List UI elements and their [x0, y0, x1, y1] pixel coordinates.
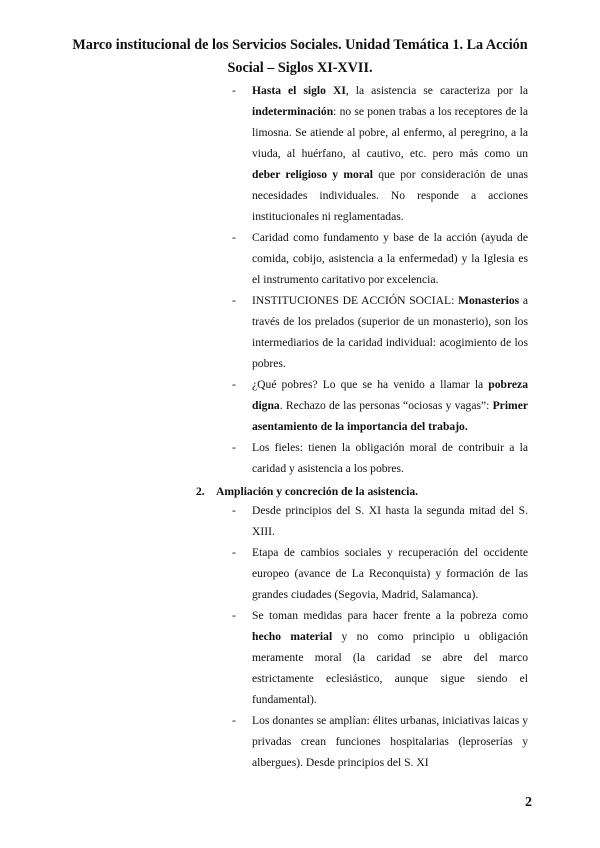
body-text: Desde principios del S. XI hasta la segunda mitad del S. XIII.	[252, 504, 528, 538]
header-line-2: Social – Siglos XI-XVII.	[227, 60, 373, 76]
list-item	[232, 374, 528, 437]
body-text: INSTITUCIONES DE ACCIÓN SOCIAL:	[252, 294, 458, 307]
bullet-dash: -	[232, 294, 236, 307]
bullet-dash: -	[232, 504, 236, 517]
body-text: a través de los prelados (superior de un monasterio), son los intermediarios de la caridad individual: acogimiento de los pobres.	[252, 294, 529, 370]
emphasis-text: indeterminación	[252, 105, 334, 118]
body-text: . Rechazo de las personas “ociosas y vagas”:	[279, 399, 493, 412]
bullet-dash: -	[232, 378, 236, 391]
emphasis-text: pobreza digna	[252, 378, 528, 412]
bullet-dash: -	[232, 231, 236, 244]
list-item	[232, 80, 528, 227]
list-item	[232, 227, 528, 290]
emphasis-text: hecho material	[252, 630, 333, 643]
emphasis-text: Monasterios	[458, 294, 520, 307]
emphasis-text: Primer asentamiento de la importancia del trabajo.	[252, 399, 528, 433]
list-item	[232, 290, 528, 374]
section-title: Ampliación y concreción de la asistencia.	[216, 485, 419, 498]
body-text: ¿Qué pobres? Lo que se ha venido a llamar la	[252, 378, 489, 391]
body-text: , la asistencia se caracteriza por la	[345, 84, 528, 97]
bullet-dash: -	[232, 84, 236, 97]
page-header	[60, 34, 540, 80]
bullet-list-2	[232, 500, 528, 773]
body-text: y no como principio u obligación meramente moral (la caridad se abre del marco estrictamente eclesiástico, aunque sigue siendo el fundamental).	[252, 630, 528, 706]
header-line-1: Marco institucional de los Servicios Sociales. Unidad Temática 1. La Acción	[72, 37, 528, 53]
bullet-list-1	[232, 80, 528, 479]
list-item	[232, 542, 528, 605]
bullet-dash: -	[232, 441, 236, 454]
list-item	[232, 437, 528, 479]
emphasis-text: deber religioso y moral	[252, 168, 373, 181]
page-number: 2	[525, 795, 532, 810]
body-text: Caridad como fundamento y base de la acción (ayuda de comida, cobijo, asistencia a la enfermedad) y la Iglesia es el instrumento caritativo por excelencia.	[252, 231, 528, 286]
body-text: que por consideración de unas necesidades individuales. No responde a acciones institucionales ni reglamentadas.	[252, 168, 528, 223]
section-heading	[196, 481, 536, 502]
list-item	[232, 500, 528, 542]
body-text: Se toman medidas para hacer frente a la pobreza como	[252, 609, 528, 622]
emphasis-text: Hasta el siglo XI	[252, 84, 346, 97]
body-text: : no se ponen trabas a los receptores de la limosna. Se atiende al pobre, al enfermo, al peregrino, a la viuda, al huérfano, al cautivo, etc. pero más como un	[252, 105, 528, 160]
list-item	[232, 605, 528, 710]
body-text: Etapa de cambios sociales y recuperación del occidente europeo (avance de La Reconquista) y formación de las grandes ciudades (Segovia, Madrid, Salamanca).	[252, 546, 528, 601]
bullet-dash: -	[232, 714, 236, 727]
bullet-dash: -	[232, 609, 236, 622]
bullet-dash: -	[232, 546, 236, 559]
body-text: Los donantes se amplían: élites urbanas, iniciativas laicas y privadas crean funciones hospitalarias (leproserías y albergues). Desde principios del S. XI	[252, 714, 528, 769]
list-item	[232, 710, 528, 773]
section-number: 2.	[196, 485, 205, 498]
body-text: Los fieles: tienen la obligación moral de contribuir a la caridad y asistencia a los pobres.	[252, 441, 528, 475]
